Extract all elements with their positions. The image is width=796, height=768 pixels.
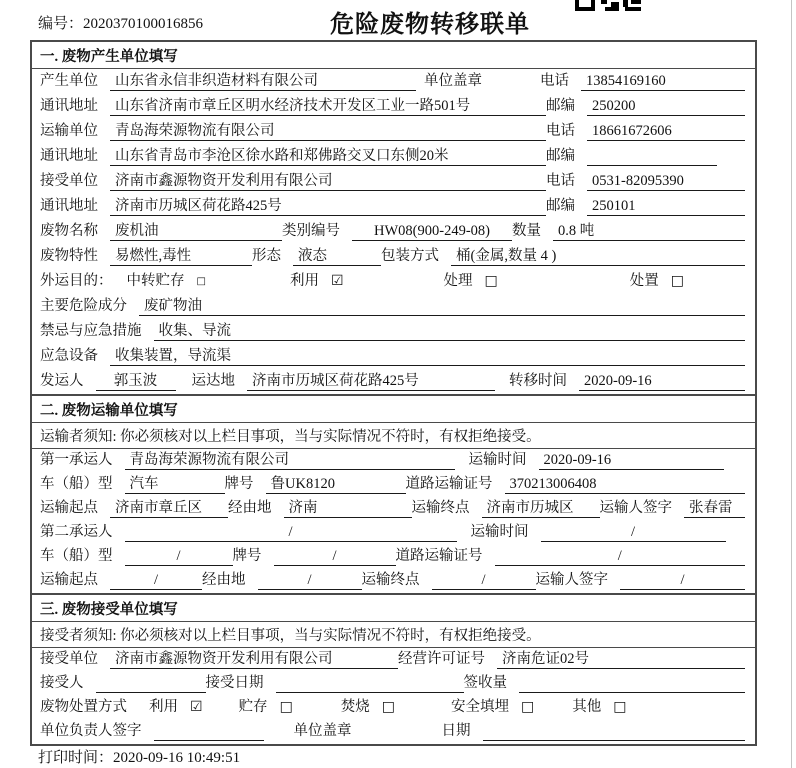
plate-number-1-label: 牌号 bbox=[224, 476, 254, 492]
document-number-value: 2020370100016856 bbox=[83, 16, 204, 32]
destination-label: 运达地 bbox=[191, 373, 235, 389]
print-time-value: 2020-09-16 10:49:51 bbox=[113, 750, 241, 766]
disposal-other-checkbox: □ bbox=[613, 699, 627, 715]
second-carrier-label: 第二承运人 bbox=[40, 524, 113, 540]
end-1-value: 济南市历城区 bbox=[482, 499, 600, 518]
first-carrier-value: 青岛海荣源物流有限公司 bbox=[125, 451, 455, 470]
packing-method-label: 包装方式 bbox=[381, 248, 439, 264]
vehicle-row-1 bbox=[32, 473, 755, 497]
receiver-address-row bbox=[32, 194, 755, 219]
plate-number-2-value: / bbox=[274, 547, 396, 566]
category-code-value: HW08(900-249-08) bbox=[352, 222, 512, 241]
producer-address-label: 通讯地址 bbox=[40, 98, 98, 114]
second-carrier-row bbox=[32, 521, 755, 545]
purpose-utilize-checkbox: ☑ bbox=[330, 273, 344, 289]
transport-date-1-label: 运输时间 bbox=[468, 452, 527, 468]
emergency-equipment-label: 应急设备 bbox=[40, 348, 98, 364]
origin-1-value: 济南市章丘区 bbox=[110, 499, 228, 518]
waste-form-value: 液态 bbox=[293, 247, 381, 266]
transport-phone-value: 18661672606 bbox=[587, 122, 745, 141]
disposal-incinerate-label: 焚烧 bbox=[340, 699, 370, 715]
section-1-title: 一. 废物产生单位填写 bbox=[32, 42, 755, 69]
taboo-emergency-measures-label: 禁忌与应急措施 bbox=[40, 323, 142, 339]
transfer-purpose-row bbox=[32, 269, 755, 294]
transfer-date-value: 2020-09-16 bbox=[579, 372, 745, 391]
purpose-utilize-label: 利用 bbox=[289, 273, 319, 289]
receive-person-row bbox=[32, 672, 755, 696]
receive-unit-label: 接受单位 bbox=[40, 651, 98, 667]
vehicle-type-1-value: 汽车 bbox=[125, 475, 225, 494]
via-2-label: 经由地 bbox=[202, 572, 246, 588]
receiver-address-value: 济南市历城区荷花路425号 bbox=[110, 197, 546, 216]
unit-seal-label: 单位盖章 bbox=[424, 73, 482, 89]
license-number-label: 经营许可证号 bbox=[398, 651, 485, 667]
main-hazard-component-label: 主要危险成分 bbox=[40, 298, 127, 314]
sign-date-value bbox=[483, 722, 746, 741]
transport-phone-label: 电话 bbox=[546, 123, 575, 139]
transfer-date-label: 转移时间 bbox=[509, 373, 567, 389]
main-hazard-row bbox=[32, 294, 755, 319]
responsible-signature-label: 单位负责人签字 bbox=[40, 723, 142, 739]
receiver-person-value bbox=[96, 674, 206, 693]
consignor-label: 发运人 bbox=[40, 373, 84, 389]
taboo-measures-row bbox=[32, 319, 755, 344]
transfer-purpose-label: 外运目的： bbox=[40, 273, 113, 289]
print-time bbox=[38, 746, 240, 767]
section-3-title: 三. 废物接受单位填写 bbox=[32, 595, 755, 622]
unit-seal-2-label: 单位盖章 bbox=[293, 723, 352, 739]
waste-name-label: 废物名称 bbox=[40, 223, 98, 239]
disposal-storage-checkbox: □ bbox=[279, 699, 293, 715]
producer-unit-label: 产生单位 bbox=[40, 73, 98, 89]
via-1-label: 经由地 bbox=[228, 500, 272, 516]
transport-postcode-label: 邮编 bbox=[546, 148, 575, 164]
vehicle-type-2-label: 车（船）型 bbox=[40, 548, 113, 564]
packing-method-value: 桶(金属,数量 4 ) bbox=[451, 247, 745, 266]
license-number-value: 济南危证02号 bbox=[497, 650, 745, 669]
responsible-signature-value bbox=[154, 722, 264, 741]
transport-date-1-value: 2020-09-16 bbox=[539, 451, 724, 470]
receiver-postcode-value: 250101 bbox=[587, 197, 745, 216]
vehicle-row-2 bbox=[32, 545, 755, 569]
disposal-method-label: 废物处置方式 bbox=[40, 699, 127, 715]
purpose-transit-storage-label: 中转贮存 bbox=[126, 273, 185, 289]
receiver-unit-label: 接受单位 bbox=[40, 173, 98, 189]
transport-unit-value: 青岛海荣源物流有限公司 bbox=[110, 122, 546, 141]
receiver-unit-value: 济南市鑫源物资开发利用有限公司 bbox=[110, 172, 546, 191]
producer-address-row bbox=[32, 94, 755, 119]
qr-code-fragment bbox=[575, 0, 641, 11]
end-2-value: / bbox=[432, 571, 536, 590]
page-edge-divider bbox=[791, 0, 792, 768]
waste-property-row bbox=[32, 244, 755, 269]
vehicle-type-1-label: 车（船）型 bbox=[40, 476, 113, 492]
end-2-label: 运输终点 bbox=[361, 572, 420, 588]
transport-address-value: 山东省青岛市李沧区徐水路和郑佛路交叉口东侧20米 bbox=[110, 147, 546, 166]
road-permit-2-value: / bbox=[495, 547, 746, 566]
purpose-transit-storage-checkbox: □ bbox=[196, 276, 206, 287]
transport-date-2-value: / bbox=[541, 523, 726, 542]
route-row-2 bbox=[32, 569, 755, 593]
emergency-equipment-value: 收集装置，导流渠 bbox=[110, 347, 745, 366]
receiver-unit-row bbox=[32, 169, 755, 194]
emergency-equipment-row bbox=[32, 344, 755, 369]
receive-date-value bbox=[276, 674, 464, 693]
page-title: 危险废物转移联单 bbox=[330, 12, 530, 38]
form-table bbox=[30, 40, 757, 746]
print-time-label: 打印时间： bbox=[38, 750, 114, 766]
consignor-row bbox=[32, 369, 755, 394]
transport-unit-row bbox=[32, 119, 755, 144]
purpose-dispose-label: 处置 bbox=[629, 273, 659, 289]
route-row-1 bbox=[32, 497, 755, 521]
document-number bbox=[38, 12, 203, 33]
second-carrier-value: / bbox=[125, 523, 457, 542]
via-2-value: / bbox=[258, 571, 362, 590]
received-quantity-label: 签收量 bbox=[463, 675, 507, 691]
waste-form-label: 形态 bbox=[252, 248, 281, 264]
receiver-phone-value: 0531-82095390 bbox=[587, 172, 745, 191]
plate-number-1-value: 鲁UK8120 bbox=[266, 475, 406, 494]
document-number-label: 编号： bbox=[38, 16, 84, 32]
origin-1-label: 运输起点 bbox=[40, 500, 98, 516]
received-quantity-value bbox=[519, 674, 745, 693]
disposal-method-row bbox=[32, 696, 755, 720]
road-permit-1-label: 道路运输证号 bbox=[405, 476, 493, 492]
road-permit-2-label: 道路运输证号 bbox=[395, 548, 483, 564]
section-1 bbox=[32, 42, 755, 394]
receiver-address-label: 通讯地址 bbox=[40, 198, 98, 214]
transport-address-label: 通讯地址 bbox=[40, 148, 98, 164]
end-1-label: 运输终点 bbox=[411, 500, 470, 516]
waste-name-row bbox=[32, 219, 755, 244]
consignor-value: 郭玉波 bbox=[96, 372, 176, 391]
producer-phone-label: 电话 bbox=[540, 73, 569, 89]
responsible-signature-row bbox=[32, 720, 755, 744]
section-2-title: 二. 废物运输单位填写 bbox=[32, 396, 755, 423]
signature-2-label: 运输人签字 bbox=[535, 572, 608, 588]
producer-unit-row bbox=[32, 69, 755, 94]
destination-value: 济南市历城区荷花路425号 bbox=[247, 372, 495, 391]
disposal-landfill-checkbox: □ bbox=[521, 699, 535, 715]
transport-address-row bbox=[32, 144, 755, 169]
sign-date-label: 日期 bbox=[441, 723, 471, 739]
via-1-value: 济南 bbox=[284, 499, 412, 518]
waste-property-value: 易燃性,毒性 bbox=[110, 247, 252, 266]
receiver-phone-label: 电话 bbox=[546, 173, 575, 189]
section-2 bbox=[32, 394, 755, 593]
receive-unit-row bbox=[32, 648, 755, 672]
first-carrier-row bbox=[32, 449, 755, 473]
category-code-label: 类别编号 bbox=[282, 223, 340, 239]
disposal-storage-label: 贮存 bbox=[238, 699, 268, 715]
disposal-other-label: 其他 bbox=[572, 699, 602, 715]
producer-phone-value: 13854169160 bbox=[581, 72, 745, 91]
signature-2-value: / bbox=[620, 571, 745, 590]
disposal-utilize-checkbox: ☑ bbox=[190, 699, 203, 715]
origin-2-label: 运输起点 bbox=[40, 572, 98, 588]
receive-date-label: 接受日期 bbox=[205, 675, 264, 691]
receiver-person-label: 接受人 bbox=[40, 675, 84, 691]
signature-1-value: 张春雷 bbox=[684, 499, 745, 518]
producer-postcode-label: 邮编 bbox=[546, 98, 575, 114]
disposal-landfill-label: 安全填埋 bbox=[451, 699, 510, 715]
transport-date-2-label: 运输时间 bbox=[470, 524, 529, 540]
origin-2-value: / bbox=[110, 571, 202, 590]
quantity-label: 数量 bbox=[512, 223, 541, 239]
section-2-notice: 运输者须知: 你必须核对以上栏目事项，当与实际情况不符时，有权拒绝接受。 bbox=[32, 423, 755, 449]
section-3-notice: 接受者须知: 你必须核对以上栏目事项，当与实际情况不符时，有权拒绝接受。 bbox=[32, 622, 755, 648]
main-hazard-component-value: 废矿物油 bbox=[139, 297, 745, 316]
plate-number-2-label: 牌号 bbox=[232, 548, 262, 564]
signature-1-label: 运输人签字 bbox=[599, 500, 672, 516]
first-carrier-label: 第一承运人 bbox=[40, 452, 113, 468]
producer-address-value: 山东省济南市章丘区明水经济技术开发区工业一路501号 bbox=[110, 97, 546, 116]
receive-unit-value: 济南市鑫源物资开发利用有限公司 bbox=[110, 650, 398, 669]
disposal-utilize-label: 利用 bbox=[149, 699, 178, 715]
section-3 bbox=[32, 593, 755, 744]
disposal-incinerate-checkbox: □ bbox=[381, 699, 396, 715]
waste-property-label: 废物特性 bbox=[40, 248, 98, 264]
waste-name-value: 废机油 bbox=[110, 222, 282, 241]
producer-unit-value: 山东省永信非织造材料有限公司 bbox=[110, 72, 416, 91]
purpose-treat-label: 处理 bbox=[443, 273, 473, 289]
quantity-value: 0.8 吨 bbox=[553, 222, 745, 241]
producer-postcode-value: 250200 bbox=[587, 97, 745, 116]
receiver-postcode-label: 邮编 bbox=[546, 198, 575, 214]
taboo-emergency-measures-value: 收集、导流 bbox=[154, 322, 746, 341]
purpose-dispose-checkbox: □ bbox=[670, 273, 684, 289]
road-permit-1-value: 370213006408 bbox=[505, 475, 746, 494]
purpose-treat-checkbox: □ bbox=[484, 273, 498, 289]
vehicle-type-2-value: / bbox=[125, 547, 233, 566]
transport-unit-label: 运输单位 bbox=[40, 123, 98, 139]
transport-postcode-value bbox=[587, 147, 717, 166]
